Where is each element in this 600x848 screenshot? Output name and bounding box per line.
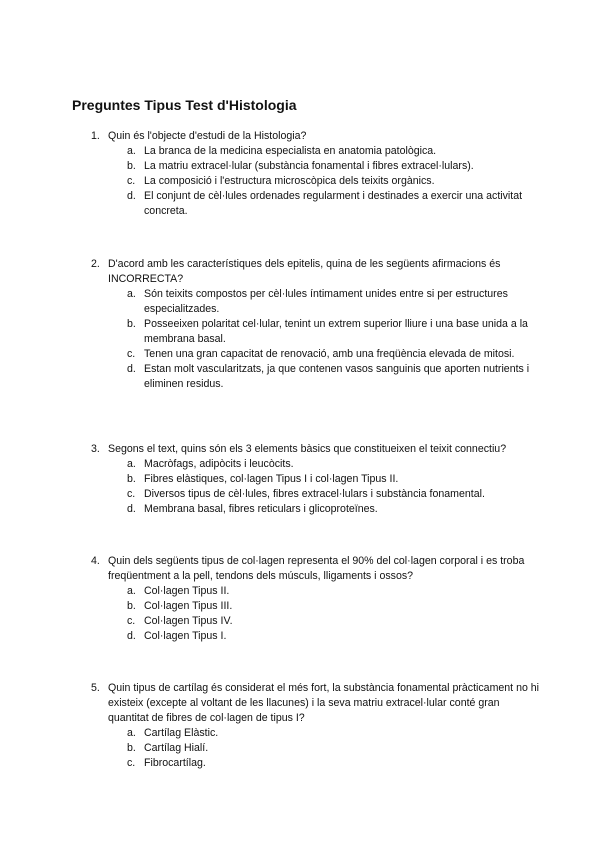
option-letter: a. xyxy=(127,288,136,300)
option-text: Diversos tipus de cèl·lules, fibres extracel·lulars i substància fonamental. xyxy=(144,488,485,500)
option-b xyxy=(127,317,541,347)
question-5 xyxy=(91,681,541,771)
question-1 xyxy=(91,129,541,219)
option-a xyxy=(127,287,541,317)
option-text: Cartílag Hialí. xyxy=(144,742,209,754)
question-number: 3. xyxy=(91,443,100,455)
option-c xyxy=(127,756,541,771)
question-number: 5. xyxy=(91,682,100,694)
option-letter: c. xyxy=(127,615,136,627)
option-d xyxy=(127,502,541,517)
option-a xyxy=(127,144,541,159)
option-d xyxy=(127,189,541,219)
option-text: Fibrocartílag. xyxy=(144,757,206,769)
question-text: Quin és l'objecte d'estudi de la Histologia? xyxy=(108,130,307,142)
option-d xyxy=(127,362,541,392)
question-number: 1. xyxy=(91,130,100,142)
page-title: Preguntes Tipus Test d'Histologia xyxy=(72,97,297,113)
option-letter: b. xyxy=(127,160,136,172)
question-text: Quin tipus de cartílag és considerat el més fort, la substància fonamental pràcticament no hi existeix (excepte al voltant de les llacunes) i la seva matriu extracel·lular conté gran quantitat de fibres de col·lagen de tipus I? xyxy=(108,682,540,724)
option-a xyxy=(127,726,541,741)
question-stem xyxy=(91,681,541,726)
option-letter: a. xyxy=(127,727,136,739)
option-text: Col·lagen Tipus IV. xyxy=(144,615,233,627)
option-a xyxy=(127,457,541,472)
option-list xyxy=(91,144,541,219)
option-text: Tenen una gran capacitat de renovació, amb una freqüència elevada de mitosi. xyxy=(144,348,515,360)
question-number: 2. xyxy=(91,258,100,270)
option-text: Cartílag Elàstic. xyxy=(144,727,219,739)
question-stem xyxy=(91,554,541,584)
question-stem xyxy=(91,442,541,457)
option-letter: a. xyxy=(127,458,136,470)
option-c xyxy=(127,174,541,189)
option-text: La branca de la medicina especialista en anatomia patològica. xyxy=(144,145,437,157)
option-text: Col·lagen Tipus I. xyxy=(144,630,227,642)
option-text: Fibres elàstiques, col·lagen Tipus I i col·lagen Tipus II. xyxy=(144,473,399,485)
question-text: D'acord amb les característiques dels epitelis, quina de les següents afirmacions és INCORRECTA? xyxy=(108,258,501,285)
option-text: Posseeixen polaritat cel·lular, tenint un extrem superior lliure i una base unida a la membrana basal. xyxy=(144,318,528,345)
option-b xyxy=(127,159,541,174)
option-c xyxy=(127,614,541,629)
option-b xyxy=(127,741,541,756)
option-text: Estan molt vascularitzats, ja que contenen vasos sanguinis que aporten nutrients i eliminen residus. xyxy=(144,363,530,390)
option-text: La matriu extracel·lular (substància fonamental i fibres extracel·lulars). xyxy=(144,160,474,172)
option-list xyxy=(91,584,541,644)
option-letter: b. xyxy=(127,600,136,612)
option-list xyxy=(91,726,541,771)
question-3 xyxy=(91,442,541,517)
option-letter: b. xyxy=(127,473,136,485)
question-stem xyxy=(91,129,541,144)
option-d xyxy=(127,629,541,644)
option-text: Macròfags, adipòcits i leucòcits. xyxy=(144,458,294,470)
question-stem xyxy=(91,257,541,287)
option-letter: d. xyxy=(127,363,136,375)
option-b xyxy=(127,472,541,487)
option-c xyxy=(127,347,541,362)
option-letter: b. xyxy=(127,318,136,330)
question-2 xyxy=(91,257,541,392)
option-letter: c. xyxy=(127,348,136,360)
option-text: Col·lagen Tipus II. xyxy=(144,585,230,597)
option-letter: a. xyxy=(127,585,136,597)
option-letter: d. xyxy=(127,630,136,642)
option-letter: b. xyxy=(127,742,136,754)
option-letter: a. xyxy=(127,145,136,157)
option-text: Són teixits compostos per cèl·lules íntimament unides entre si per estructures especialitzades. xyxy=(144,288,508,315)
option-letter: c. xyxy=(127,488,136,500)
option-text: El conjunt de cèl·lules ordenades regularment i destinades a exercir una activitat concreta. xyxy=(144,190,523,217)
option-text: La composició i l'estructura microscòpica dels teixits orgànics. xyxy=(144,175,435,187)
question-number: 4. xyxy=(91,555,100,567)
option-letter: c. xyxy=(127,757,136,769)
option-a xyxy=(127,584,541,599)
question-text: Quin dels següents tipus de col·lagen representa el 90% del col·lagen corporal i es troba freqüentment a la pell, tendons dels músculs, lligaments i ossos? xyxy=(108,555,525,582)
option-letter: d. xyxy=(127,503,136,515)
option-list xyxy=(91,457,541,517)
option-list xyxy=(91,287,541,392)
option-letter: d. xyxy=(127,190,136,202)
option-c xyxy=(127,487,541,502)
option-text: Membrana basal, fibres reticulars i glicoproteïnes. xyxy=(144,503,378,515)
question-4 xyxy=(91,554,541,644)
option-b xyxy=(127,599,541,614)
option-text: Col·lagen Tipus III. xyxy=(144,600,233,612)
question-text: Segons el text, quins són els 3 elements bàsics que constitueixen el teixit connectiu? xyxy=(108,443,507,455)
option-letter: c. xyxy=(127,175,136,187)
